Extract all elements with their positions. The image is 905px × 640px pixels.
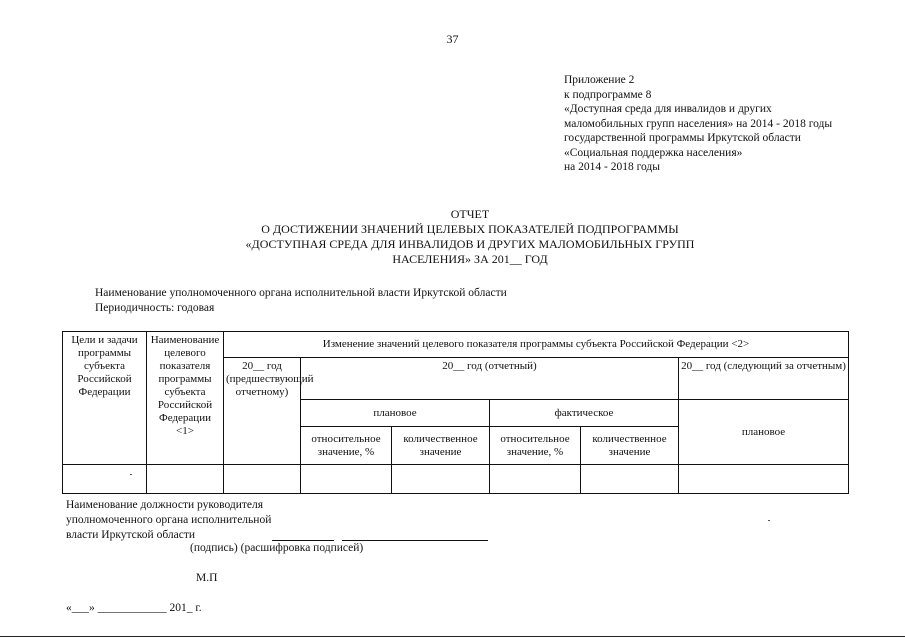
periodicity-label: Периодичность: годовая — [95, 302, 215, 314]
appendix-line: на 2014 - 2018 годы — [564, 161, 661, 173]
header-previous-year: 20__ год (предшествующий отчетному) — [224, 358, 301, 465]
report-meta — [95, 286, 507, 316]
date-line: «___» ____________ 201_ г. — [66, 602, 202, 614]
table-cell[interactable] — [490, 465, 581, 494]
title-line: «ДОСТУПНАЯ СРЕДА ДЛЯ ИНВАЛИДОВ И ДРУГИХ МАЛОМОБИЛЬНЫХ ГРУПП — [245, 237, 695, 251]
table-cell[interactable] — [679, 465, 849, 494]
appendix-line: государственной программы Иркутской области — [564, 132, 801, 144]
appendix-line: «Доступная среда для инвалидов и других — [564, 103, 772, 115]
table-row — [63, 465, 849, 494]
page-bottom-rule — [0, 636, 905, 637]
header-relative-actual: относительное значение, % — [490, 427, 581, 465]
authority-label: Наименование уполномоченного органа исполнительной власти Иркутской области — [95, 287, 507, 299]
title-line: НАСЕЛЕНИЯ» ЗА 201__ ГОД — [392, 252, 548, 266]
table-cell[interactable] — [301, 465, 392, 494]
report-title — [150, 207, 790, 267]
scan-speck — [768, 520, 770, 521]
table-cell[interactable] — [224, 465, 301, 494]
seal-label: М.П — [196, 572, 218, 584]
header-change: Изменение значений целевого показателя программы субъекта Российской Федерации <2> — [224, 332, 849, 358]
table-cell[interactable] — [581, 465, 679, 494]
header-next-planned: плановое — [679, 400, 849, 465]
appendix-line: Приложение 2 — [564, 74, 635, 86]
report-table — [62, 331, 849, 494]
header-planned: плановое — [301, 400, 490, 427]
header-goals: Цели и задачи программы субъекта Российской Федерации — [63, 332, 147, 465]
header-actual: фактическое — [490, 400, 679, 427]
appendix-line: к подпрограмме 8 — [564, 88, 652, 101]
scan-speck — [130, 474, 132, 475]
header-quantity-actual: количественное значение — [581, 427, 679, 465]
signature-line: власти Иркутской области — [66, 529, 196, 541]
appendix-line: маломобильных групп населения» на 2014 - 2018 годы — [564, 117, 833, 130]
signature-block — [66, 498, 271, 543]
header-reporting-year: 20__ год (отчетный) — [301, 358, 679, 400]
signature-line: уполномоченного органа исполнительной — [66, 514, 272, 526]
signature-line: Наименование должности руководителя — [66, 499, 264, 511]
header-relative-planned: относительное значение, % — [301, 427, 392, 465]
table-cell[interactable] — [63, 465, 147, 494]
transcript-underline — [342, 540, 488, 541]
appendix-note — [564, 73, 894, 175]
header-quantity-planned: количественное значение — [392, 427, 490, 465]
header-indicator: Наименование целевого показателя программы субъекта Российской Федерации <1> — [147, 332, 224, 465]
signature-caption: (подпись) (расшифровка подписей) — [190, 542, 364, 554]
title-line: О ДОСТИЖЕНИИ ЗНАЧЕНИЙ ЦЕЛЕВЫХ ПОКАЗАТЕЛЕЙ ПОДПРОГРАММЫ — [261, 222, 679, 236]
appendix-line: «Социальная поддержка населения» — [564, 146, 743, 159]
page-number: 37 — [446, 32, 459, 46]
table-cell[interactable] — [392, 465, 490, 494]
table-cell[interactable] — [147, 465, 224, 494]
signature-underline — [272, 540, 334, 541]
header-next-year: 20__ год (следующий за отчетным) — [679, 358, 849, 400]
title-line: ОТЧЕТ — [450, 207, 490, 221]
